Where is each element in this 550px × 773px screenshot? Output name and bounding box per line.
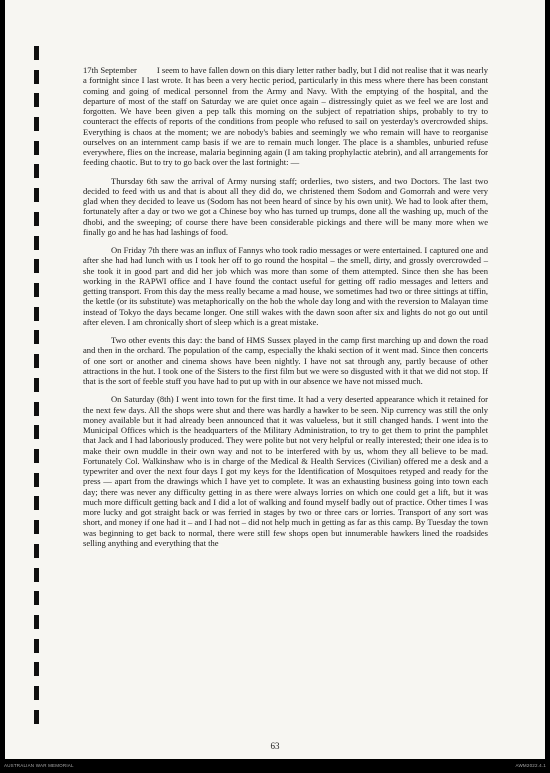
binder-hole	[34, 473, 39, 487]
page-number: 63	[270, 741, 280, 751]
binder-hole	[34, 283, 39, 297]
binder-hole	[34, 117, 39, 131]
document-page	[5, 0, 545, 759]
paragraph-1	[83, 65, 488, 168]
paragraph-4: Two other events this day: the band of HMS Sussex played in the camp first marching up and down the road and then in the orchard. The population of the camp, especially the khaki section of it went mad. Since then concerts of one sort or another and cinema shows have been nightly. I have not sat through any, partly because of other attractions in the hut. I took one of the Sisters to the first film but we were so disgusted with it that we did not stop. If that is the sort of feeble stuff you have had to put up with in our absence we have not missed much.	[83, 335, 488, 386]
binder-hole	[34, 615, 39, 629]
binder-hole	[34, 686, 39, 700]
binder-hole	[34, 141, 39, 155]
binder-hole	[34, 449, 39, 463]
binder-hole	[34, 710, 39, 724]
binder-hole	[34, 354, 39, 368]
binder-hole	[34, 164, 39, 178]
binder-hole	[34, 307, 39, 321]
binder-hole	[34, 46, 39, 60]
binder-hole	[34, 212, 39, 226]
paragraph-5: On Saturday (8th) I went into town for the first time. It had a very deserted appearance which it retained for the next few days. All the shops were shut and there was hardly a hawker to be seen. Nip currency was still the only money available but it had already been announced that it was valueless, but it still changed hands. I went into the Municipal Offices which is the headquarters of the Military Administration, to try to get them to print the pamphlet that Jack and I had laboriously produced. They were polite but not very helpful or really interested; their one idea is to make their own muddle in their own way and not to be interfered with by us, whom they all believe to be mad. Fortunately Col. Walkinshaw who is in charge of the Medical & Health Services (Civilian) offered me a desk and a typewriter and over the next four days I got my keys for the Identification of Mosquitoes retyped and ready for the press — apart from the drawings which I have yet to complete. It was an exhausting business going into town each day; there was never any difficulty getting in as there were always lorries on which one could get a lift, but it was much more difficult getting back and I did a lot of walking and found myself badly out of practice. Other times I was more lucky and got straight back or was ferried in stages by two or three cars or lorries. Transport of any sort was short, and money if one had it – and I had not – did not help much in getting as far as this camp. By Tuesday the town was beginning to get back to normal, there were still few shops open but innumerable hawkers lined the roadsides selling anything and everything that the	[83, 394, 488, 548]
binder-hole	[34, 330, 39, 344]
binder-hole	[34, 591, 39, 605]
archive-reference: AWM2022.4.1	[515, 763, 546, 768]
binder-hole	[34, 568, 39, 582]
diary-text	[83, 65, 488, 556]
binder-hole	[34, 378, 39, 392]
paragraph-3: On Friday 7th there was an influx of Fannys who took radio messages or were entertained. I captured one and after she had had lunch with us I took her off to go round the hospital – the smell, dirty, and grossly overcrowded – she took it in good part and did her job which was more than some of them attempted. Since then she has been working in the RAPWI office and I have found the contact useful for getting off radio messages and letters and getting transport. From this day the mess really became a mad house, we sometimes had two or three sittings at tiffin, the kettle (or its substitute) was metaphorically on the hob the whole day long and with the reversion to Malayan time instead of Tokyo the days became longer. One still wakes with the dawn soon after six and lights do not go out until after eleven. I am chronically short of sleep which is a great mistake.	[83, 245, 488, 327]
binder-hole	[34, 93, 39, 107]
binder-hole	[34, 236, 39, 250]
binder-hole	[34, 639, 39, 653]
binder-hole	[34, 496, 39, 510]
paragraph-2: Thursday 6th saw the arrival of Army nursing staff; orderlies, two sisters, and two Doctors. The last two decided to feed with us and that is about all they did do, we christened them Sodom and Gomorrah and were very glad when they decided to leave us (Sodom has not been heard of since by his own unit). We had to look after them, fortunately after a day or two we got a Chinese boy who has turned up trumps, done all the washing up, much of the dhobi, and the sweeping; of course there have been considerable pickings and there will be many more when we finally go and he has had lashings of food.	[83, 175, 488, 237]
binder-hole	[34, 188, 39, 202]
entry-date: 17th September	[83, 65, 137, 75]
binder-hole	[34, 544, 39, 558]
paragraph-1-text: I seem to have fallen down on this diary letter rather badly, but I did not realise that it was nearly a fortnight since I last wrote. It has been a very hectic period, particularly in this mess where there has been constant coming and going of medical personnel from the Army and Navy. With the emptying of the hospital, and the departure of most of the staff on Saturday we are quiet once again – distressingly quiet as we feel we are lost and forgotten. We have been given a pep talk this morning on the subject of repatriation ships, probably to try to counteract the effects of reports of the conditions from people who refused to sail on yesterday's overcrowded ships. Everything is chaos at the moment; we are nobody's babies and seemingly we who remain will have to reorganise ourselves on an internment camp basis if we are to remain much longer. The place is a shambles, unburied refuse everywhere, flies on the increase, malaria beginning again (I am taking prophylactic atebrin), and all arrangements for feeding chaotic. But to try to go back over the last fortnight: —	[83, 65, 488, 168]
binder-hole	[34, 662, 39, 676]
binder-hole	[34, 402, 39, 416]
binder-hole	[34, 259, 39, 273]
binder-hole	[34, 425, 39, 439]
binder-hole	[34, 70, 39, 84]
archive-credit: AUSTRALIAN WAR MEMORIAL	[4, 763, 74, 768]
binder-hole	[34, 520, 39, 534]
